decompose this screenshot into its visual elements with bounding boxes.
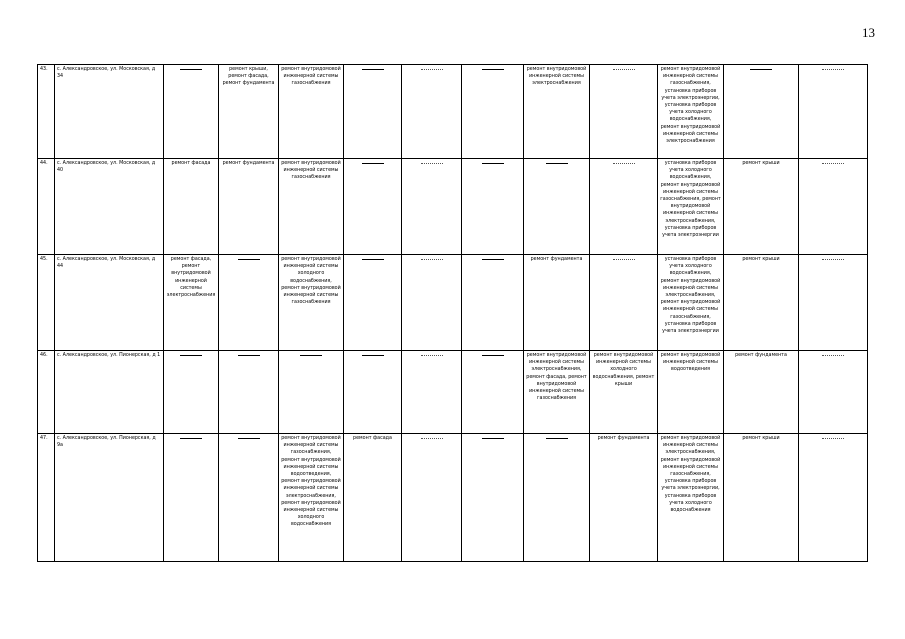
dash-mark — [300, 355, 322, 356]
work-type-cell: установка приборов учета холодного водоснабжения, ремонт внутридомовой инженерной системы газоснабжения, ремонт внутридомовой инженерной системы электроснабжения, установка приборов учета электроэнергии — [658, 159, 724, 255]
empty-work-cell — [344, 255, 402, 351]
row-number-cell: 43. — [38, 65, 55, 159]
empty-work-cell — [402, 255, 462, 351]
repair-schedule-table — [37, 64, 868, 562]
dash-mark — [482, 163, 504, 164]
work-type-cell: ремонт фундамента — [524, 255, 590, 351]
empty-work-cell — [799, 434, 868, 562]
row-number-cell: 44. — [38, 159, 55, 255]
dash-mark — [238, 355, 260, 356]
empty-work-cell — [219, 351, 279, 434]
dash-mark — [822, 259, 844, 260]
dash-mark — [362, 259, 384, 260]
dash-mark — [546, 438, 568, 439]
dash-mark — [822, 355, 844, 356]
work-type-cell: ремонт внутридомовой инженерной системы водоотведения — [658, 351, 724, 434]
dash-mark — [822, 163, 844, 164]
empty-work-cell — [462, 65, 524, 159]
work-type-cell: ремонт внутридомовой инженерной системы электроснабжения — [524, 65, 590, 159]
work-type-cell: ремонт внутридомовой инженерной системы газоснабжения — [279, 159, 344, 255]
dash-mark — [482, 438, 504, 439]
dash-mark — [180, 355, 202, 356]
empty-work-cell — [462, 159, 524, 255]
dash-mark — [482, 69, 504, 70]
dash-mark — [421, 355, 443, 356]
work-type-cell: ремонт фундамента — [724, 351, 799, 434]
address-cell: с. Александровское, ул. Московская, д 44 — [55, 255, 164, 351]
empty-work-cell — [590, 159, 658, 255]
work-type-cell: ремонт крыши — [724, 434, 799, 562]
empty-work-cell — [279, 351, 344, 434]
work-type-cell: ремонт фундамента — [219, 159, 279, 255]
dash-mark — [750, 69, 772, 70]
row-number-cell: 47. — [38, 434, 55, 562]
work-type-cell: ремонт крыши — [724, 255, 799, 351]
address-cell: с. Александровское, ул. Московская, д 34 — [55, 65, 164, 159]
page-number: 13 — [862, 25, 875, 40]
dash-mark — [421, 438, 443, 439]
address-cell: с. Александровское, ул. Пионерская, д 1 — [55, 351, 164, 434]
empty-work-cell — [462, 434, 524, 562]
empty-work-cell — [799, 351, 868, 434]
table-row — [38, 255, 868, 351]
work-type-cell: ремонт внутридомовой инженерной системы газоснабжения — [279, 65, 344, 159]
work-type-cell: ремонт крыши, ремонт фасада, ремонт фундамента — [219, 65, 279, 159]
dash-mark — [613, 69, 635, 70]
work-type-cell: ремонт фасада, ремонт внутридомовой инженерной системы электроснабжения — [164, 255, 219, 351]
work-type-cell: ремонт внутридомовой инженерной системы газоснабжения, ремонт внутридомовой инженерной системы водоотведения, ремонт внутридомовой инженерной системы электроснабжения, ремонт внутридомовой инженерной системы холодного водоснабжения — [279, 434, 344, 562]
empty-work-cell — [524, 434, 590, 562]
table-row — [38, 434, 868, 562]
empty-work-cell — [402, 159, 462, 255]
dash-mark — [362, 355, 384, 356]
empty-work-cell — [219, 255, 279, 351]
empty-work-cell — [402, 351, 462, 434]
dash-mark — [362, 69, 384, 70]
empty-work-cell — [164, 434, 219, 562]
row-number-cell: 45. — [38, 255, 55, 351]
empty-work-cell — [164, 65, 219, 159]
table-row — [38, 65, 868, 159]
empty-work-cell — [344, 65, 402, 159]
empty-work-cell — [462, 351, 524, 434]
empty-work-cell — [799, 255, 868, 351]
address-cell: с. Александровское, ул. Московская, д 40 — [55, 159, 164, 255]
dash-mark — [546, 163, 568, 164]
work-type-cell: ремонт внутридомовой инженерной системы холодного водоснабжения, ремонт внутридомовой инженерной системы газоснабжения — [279, 255, 344, 351]
work-type-cell: ремонт внутридомовой инженерной системы холодного водоснабжения, ремонт крыши — [590, 351, 658, 434]
work-type-cell: ремонт крыши — [724, 159, 799, 255]
dash-mark — [238, 438, 260, 439]
dash-mark — [822, 438, 844, 439]
work-type-cell: ремонт фундамента — [590, 434, 658, 562]
work-type-cell: ремонт фасада — [164, 159, 219, 255]
empty-work-cell — [524, 159, 590, 255]
empty-work-cell — [402, 65, 462, 159]
empty-work-cell — [724, 65, 799, 159]
dash-mark — [421, 69, 443, 70]
work-type-cell: ремонт внутридомовой инженерной системы электроснабжения, ремонт фасада, ремонт внутридомовой инженерной системы газоснабжения — [524, 351, 590, 434]
dash-mark — [613, 163, 635, 164]
dash-mark — [362, 163, 384, 164]
dash-mark — [482, 355, 504, 356]
work-type-cell: ремонт внутридомовой инженерной системы газоснабжения, установка приборов учета электроэнергии, установка приборов учета холодного водоснабжения, ремонт внутридомовой инженерной системы электроснабжения — [658, 65, 724, 159]
work-type-cell: ремонт внутридомовой инженерной системы электроснабжения, ремонт внутридомовой инженерной системы газоснабжения, установка приборов учета электроэнергии, установка приборов учета холодного водоснабжения — [658, 434, 724, 562]
table-row — [38, 159, 868, 255]
dash-mark — [421, 259, 443, 260]
row-number-cell: 46. — [38, 351, 55, 434]
dash-mark — [238, 259, 260, 260]
dash-mark — [421, 163, 443, 164]
empty-work-cell — [344, 351, 402, 434]
empty-work-cell — [799, 65, 868, 159]
table-row — [38, 351, 868, 434]
empty-work-cell — [462, 255, 524, 351]
empty-work-cell — [590, 255, 658, 351]
dash-mark — [482, 259, 504, 260]
work-type-cell: ремонт фасада — [344, 434, 402, 562]
address-cell: с. Александровское, ул. Пионерская, д 9а — [55, 434, 164, 562]
empty-work-cell — [590, 65, 658, 159]
dash-mark — [613, 259, 635, 260]
dash-mark — [822, 69, 844, 70]
empty-work-cell — [799, 159, 868, 255]
dash-mark — [180, 69, 202, 70]
empty-work-cell — [219, 434, 279, 562]
dash-mark — [180, 438, 202, 439]
empty-work-cell — [164, 351, 219, 434]
empty-work-cell — [402, 434, 462, 562]
work-type-cell: установка приборов учета холодного водоснабжения, ремонт внутридомовой инженерной системы электроснабжения, ремонт внутридомовой инженерной системы газоснабжения, установка приборов учета электроэнергии — [658, 255, 724, 351]
empty-work-cell — [344, 159, 402, 255]
